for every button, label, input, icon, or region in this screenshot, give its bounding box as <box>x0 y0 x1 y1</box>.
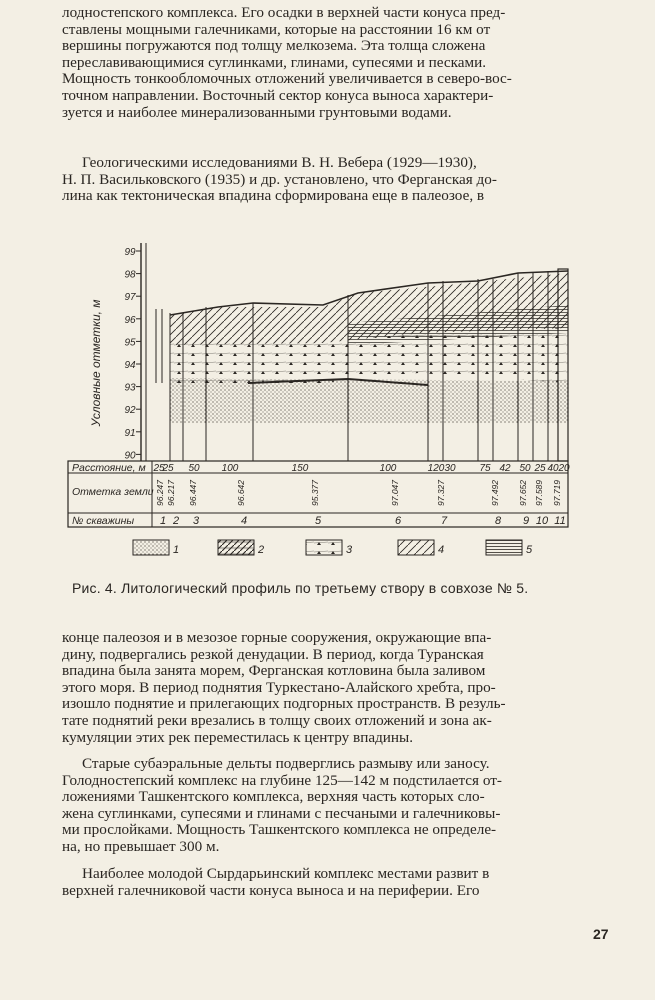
distance-cell: 100 <box>221 463 239 474</box>
legend-label: 5 <box>526 544 533 556</box>
elevation-cell: 97.047 <box>390 480 400 506</box>
elevation-cell: 96.247 <box>155 480 165 506</box>
elevation-cell: 97.589 <box>534 480 544 506</box>
distance-cell: 100 <box>379 463 397 474</box>
legend-swatch-triangle <box>306 540 342 555</box>
well-number-cell: 11 <box>554 515 566 527</box>
legend-swatch-horizontal <box>486 540 522 555</box>
paragraph-2 <box>62 155 602 205</box>
text-line: Старые субаэральные дельты подверглись размыву или заносу. <box>82 755 490 772</box>
figure-caption: Рис. 4. Литологический профиль по третьему створу в совхозе № 5. <box>72 580 529 596</box>
text-line: точном направлении. Восточный сектор конуса выноса характери- <box>62 86 494 104</box>
text-line: ставлены мощными галечниками, которые на расстоянии 16 км от <box>62 20 491 38</box>
paragraph-4 <box>62 756 602 856</box>
elevation-cell: 96.217 <box>166 480 176 506</box>
elevation-cell: 97.719 <box>552 480 562 506</box>
legend-label: 4 <box>438 544 445 556</box>
elevation-cell: 95.377 <box>310 480 320 506</box>
y-tick-label: 97 <box>124 292 136 304</box>
text-line: этого моря. В период поднятия Туркестано-Алайского хребта, про- <box>62 678 496 696</box>
y-tick-label: 91 <box>124 427 136 439</box>
well-number-cell: 6 <box>394 515 402 527</box>
text-line: ми прослойками. Мощность Ташкентского комплекса не определе- <box>62 821 497 839</box>
legend <box>133 540 533 556</box>
legend-swatch-sand <box>133 540 169 555</box>
distance-cell: 50 <box>188 463 200 474</box>
distance-cell: 20 <box>558 463 570 474</box>
text-line: Наиболее молодой Сырдарьинский комплекс местами развит в <box>82 865 490 882</box>
well-number-cell: 8 <box>494 515 502 527</box>
legend-swatch-diagonal <box>398 540 434 555</box>
y-tick-label: 93 <box>124 382 136 394</box>
well-number-cell: 7 <box>440 515 448 527</box>
y-tick-label: 92 <box>124 405 136 417</box>
y-tick-label: 99 <box>124 247 136 258</box>
paragraph-3 <box>62 630 602 746</box>
elevation-cell: 96.447 <box>188 480 198 506</box>
text-line: Н. П. Васильковского (1935) и др. установлено, что Ферганская до- <box>62 170 497 188</box>
y-tick-label: 94 <box>124 360 136 371</box>
distance-cell: 25 <box>153 463 165 474</box>
text-line: лодностепского комплекса. Его осадки в верхней части конуса пред- <box>62 4 506 21</box>
text-line: жена суглинками, супесями и глинами с песчаными и галечниковы- <box>62 804 501 822</box>
distance-cell: 150 <box>291 463 309 474</box>
distance-cell: 42 <box>499 463 511 474</box>
row-label-ground: Отметка земли <box>72 486 154 498</box>
well-number-cell: 4 <box>240 515 248 527</box>
text-line: Голодностепский комплекс на глубине 125—142 м подстилается от- <box>62 771 502 789</box>
legend-label: 2 <box>258 544 265 556</box>
y-tick-label: 95 <box>124 337 136 349</box>
paragraph-1 <box>62 5 602 121</box>
distance-cell: 50 <box>519 463 531 474</box>
text-line: на, но превышает 300 м. <box>62 837 220 855</box>
profile-body <box>156 269 568 461</box>
distance-cell: 120 <box>427 463 445 474</box>
elevation-cell: 97.327 <box>436 480 446 506</box>
lithological-profile-figure <box>48 233 608 573</box>
paragraph-5 <box>62 866 602 899</box>
text-line: лина как тектоническая впадина сформирована еще в палеозое, в <box>62 187 485 205</box>
distance-cell: 25 <box>534 463 546 474</box>
elevation-cell: 96.642 <box>236 480 246 506</box>
text-line: переславивающимися суглинками, глинами, супесями и песками. <box>62 53 487 71</box>
y-tick-label: 96 <box>124 314 136 326</box>
elevation-cell: 97.492 <box>490 480 500 506</box>
row-label-distance: Расстояние, м <box>72 462 146 474</box>
y-axis-label: Условные отметки, м <box>89 299 103 427</box>
y-tick-label: 98 <box>124 269 136 281</box>
legend-swatch-dense <box>218 540 254 555</box>
text-line: ложениями Ташкентского комплекса, верхняя часть которых сло- <box>62 788 485 806</box>
text-line: изошло поднятие и прилегающих подгорных пространств. В резуль- <box>62 695 506 713</box>
y-axis <box>89 243 146 461</box>
page-number: 27 <box>593 926 609 942</box>
text-line: Геологическими исследованиями В. Н. Вебера (1929—1930), <box>82 154 477 171</box>
text-line: Мощность тонкообломочных отложений увеличивается в северо-вос- <box>62 70 512 88</box>
text-line: впадина была занята морем, Ферганская котловина была заливом <box>62 662 486 680</box>
well-number-cell: 2 <box>172 515 180 527</box>
legend-label: 3 <box>346 544 353 556</box>
text-line: верхней галечниковой части конуса выноса и на периферии. Его <box>62 881 480 899</box>
text-line: конце палеозоя и в мезозое горные сооружения, окружающие впа- <box>62 629 492 646</box>
well-number-cell: 9 <box>522 515 530 527</box>
distance-cell: 30 <box>444 463 456 474</box>
distance-cell: 25 <box>162 463 174 474</box>
elevation-cell: 97.652 <box>518 480 528 506</box>
y-tick-label: 90 <box>124 450 136 462</box>
well-number-cell: 3 <box>192 515 200 527</box>
distance-cell: 40 <box>547 463 559 474</box>
sand-layer <box>170 378 568 423</box>
well-number-cell: 1 <box>159 515 167 527</box>
row-label-well: № скважины <box>72 515 135 527</box>
legend-label: 1 <box>173 544 180 556</box>
text-line: кумуляции этих рек переместилась к центру впадины. <box>62 728 414 746</box>
well-number-cell: 5 <box>314 515 322 527</box>
distance-cell: 75 <box>479 463 491 474</box>
well-number-cell: 10 <box>535 515 549 527</box>
text-line: зуется и наиболее минерализованными грунтовыми водами. <box>62 103 452 121</box>
text-line: вершины погружаются под толщу мелкозема. Эта толща сложена <box>62 37 486 55</box>
text-line: тате поднятий реки врезались в толщу своих отложений и зона ак- <box>62 711 492 729</box>
text-line: дину, подвергались резкой денудации. В период, когда Туранская <box>62 645 484 663</box>
